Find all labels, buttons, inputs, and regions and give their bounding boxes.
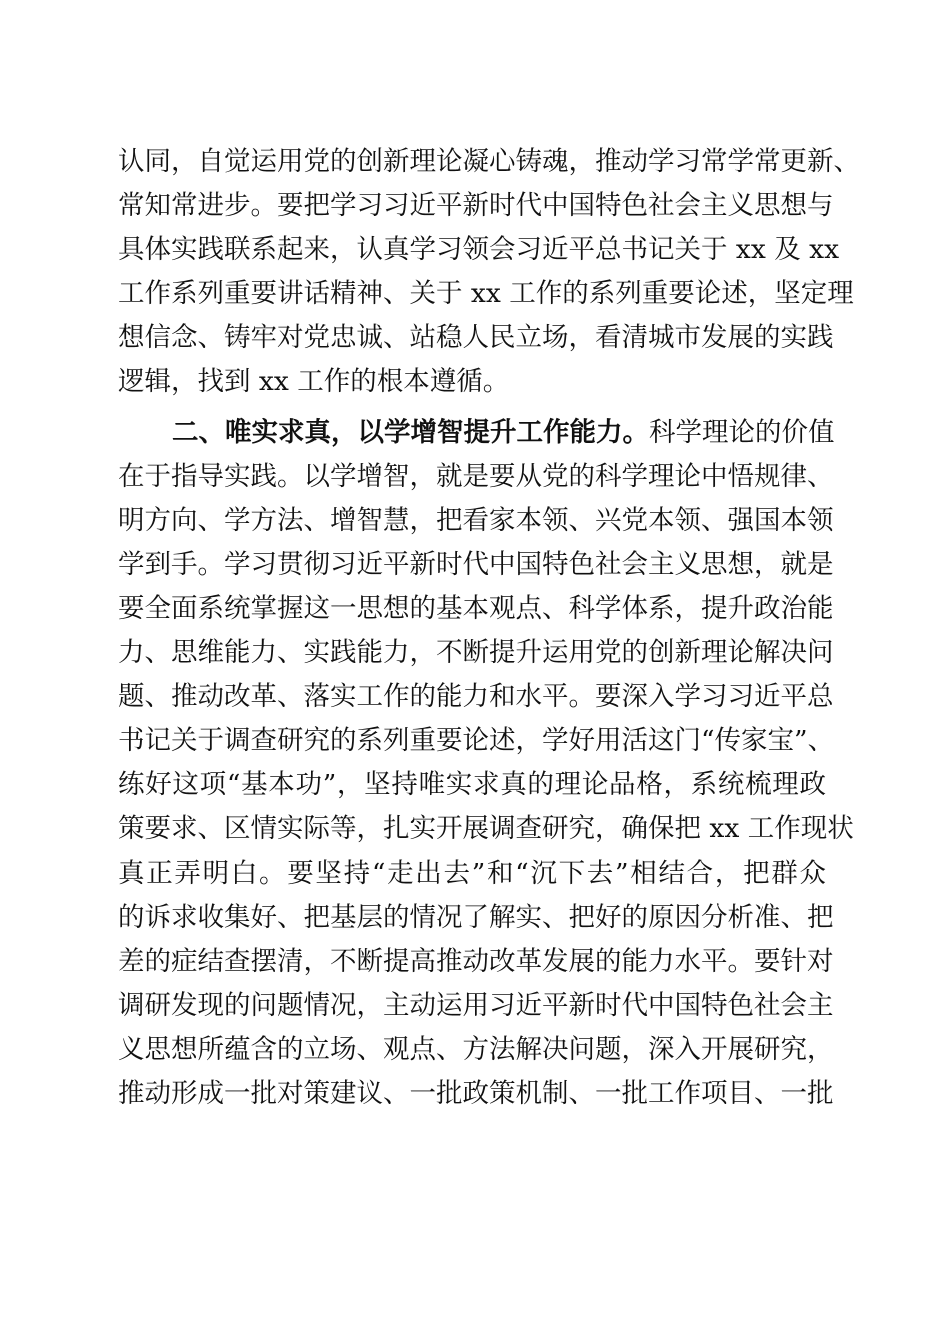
text-line: 差的症结查摆清，不断提高推动改革发展的能力水平。要针对 (118, 945, 834, 977)
text-line: 认同，自觉运用党的创新理论凝心铸魂，推动学习常学常更新、 (118, 146, 860, 177)
text-line: 想信念、铸牢对党忠诚、站稳人民立场，看清城市发展的实践 (118, 322, 834, 354)
text-line: 义思想所蕴含的立场、观点、方法解决问题，深入开展研究， (118, 1033, 834, 1065)
text-line: 学到手。学习贯彻习近平新时代中国特色社会主义思想，就是 (118, 548, 834, 580)
text-line: 真正弄明白。要坚持“走出去”和“沉下去”相结合，把群众 (118, 857, 826, 889)
text-line: 具体实践联系起来，认真学习领会习近平总书记关于 xx 及 xx (118, 234, 840, 266)
text-line: 工作系列重要讲话精神、关于 xx 工作的系列重要论述，坚定理 (118, 278, 854, 310)
heading-followup-text: 科学理论的价值 (649, 416, 835, 448)
text-line: 推动形成一批对策建议、一批政策机制、一批工作项目、一批 (118, 1077, 834, 1109)
paragraph-first-line (118, 411, 835, 455)
text-line: 逻辑，找到 xx 工作的根本遵循。 (118, 366, 510, 398)
text-line: 题、推动改革、落实工作的能力和水平。要深入学习习近平总 (118, 681, 834, 713)
text-line: 书记关于调查研究的系列重要论述，学好用活这门“传家宝”、 (118, 725, 835, 757)
text-line: 要全面系统掌握这一思想的基本观点、科学体系，提升政治能 (118, 592, 834, 624)
section-heading: 二、唯实求真，以学增智提升工作能力。 (172, 416, 649, 448)
text-line: 常知常进步。要把学习习近平新时代中国特色社会主义思想与 (118, 190, 834, 222)
text-line: 练好这项“基本功”，坚持唯实求真的理论品格，系统梳理政 (118, 769, 826, 801)
text-line: 策要求、区情实际等，扎实开展调查研究，确保把 xx 工作现状 (118, 813, 854, 845)
text-line: 调研发现的问题情况，主动运用习近平新时代中国特色社会主 (118, 989, 834, 1021)
paragraph-2 (118, 411, 854, 1117)
text-line: 在于指导实践。以学增智，就是要从党的科学理论中悟规律、 (118, 460, 834, 492)
paragraph-1 (118, 140, 860, 405)
text-line: 明方向、学方法、增智慧，把看家本领、兴党本领、强国本领 (118, 504, 834, 536)
text-line: 的诉求收集好、把基层的情况了解实、把好的原因分析准、把 (118, 901, 834, 933)
document-body (118, 140, 860, 1116)
text-line: 力、思维能力、实践能力，不断提升运用党的创新理论解决问 (118, 637, 834, 669)
